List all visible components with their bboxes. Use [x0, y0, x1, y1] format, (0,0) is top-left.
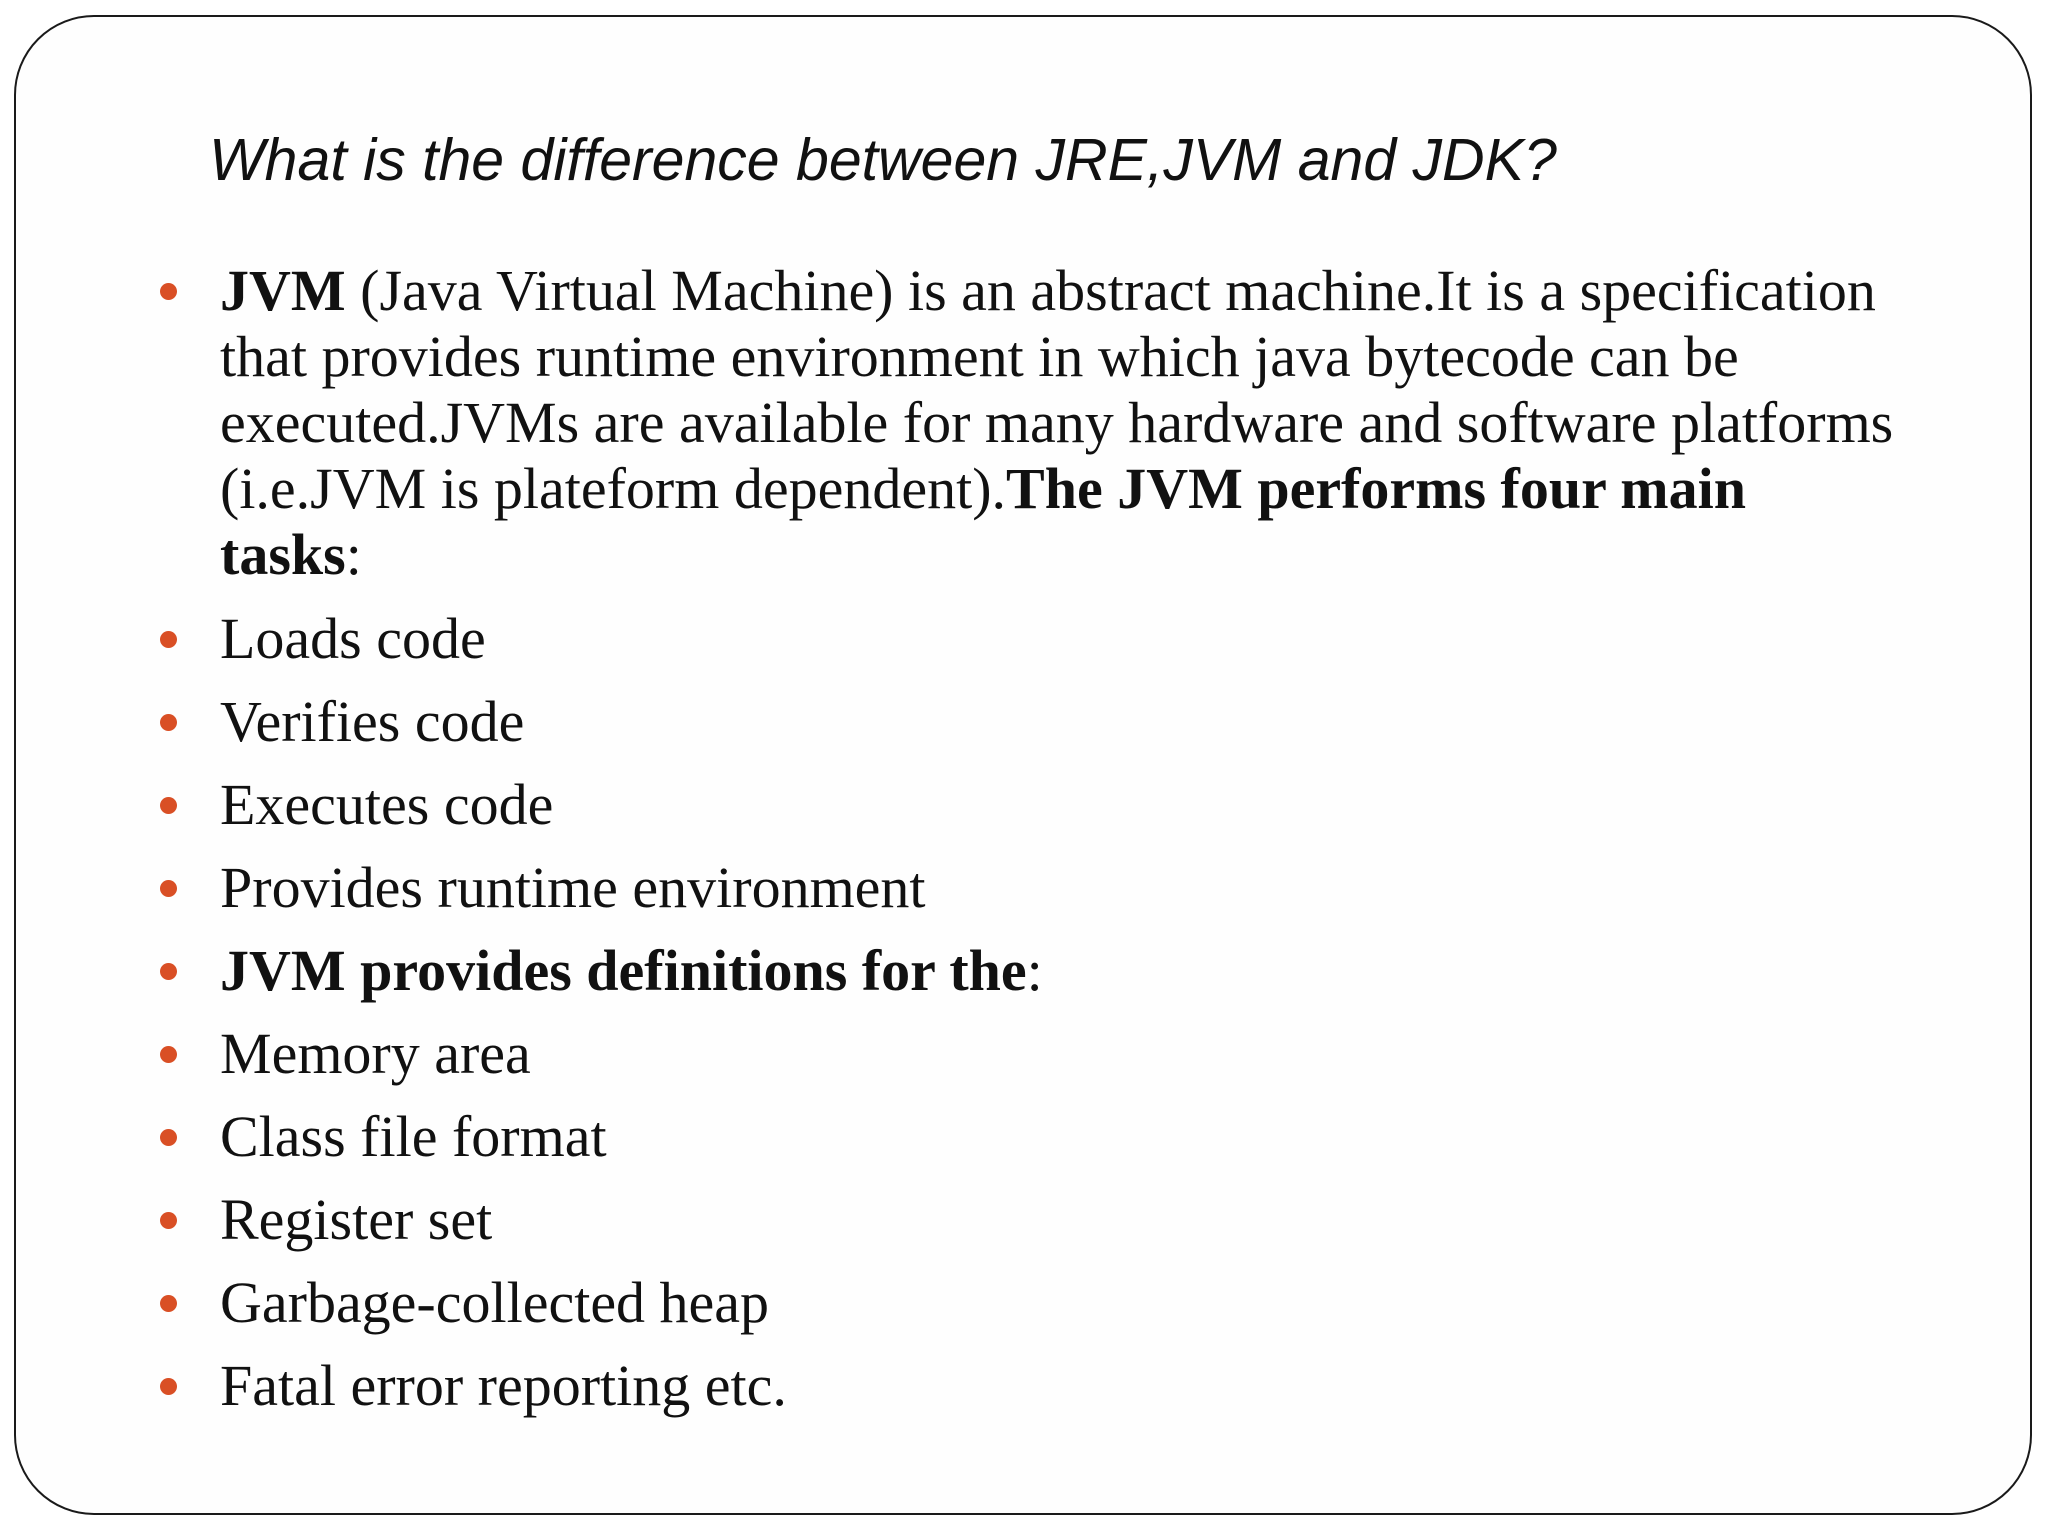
intro-line-1	[220, 258, 2048, 324]
definitions-heading-rest: :	[1026, 938, 1043, 1003]
bullet-dot-icon	[160, 1378, 177, 1395]
definition-label: Class file format	[220, 1104, 607, 1169]
bullet-dot-icon	[160, 631, 177, 648]
definition-label: Memory area	[220, 1021, 531, 1086]
bullet-dot-icon	[160, 963, 177, 980]
bullet-dot-icon	[160, 714, 177, 731]
definition-label: Garbage-collected heap	[220, 1270, 770, 1335]
definition-label: Register set	[220, 1187, 493, 1252]
intro-line-2: that provides runtime environment in which java bytecode can be	[220, 324, 1739, 389]
intro-line-3: executed.JVMs are available for many hardware and software platforms	[220, 390, 1894, 455]
bullet-dot-icon	[160, 797, 177, 814]
bullet-dot-icon	[160, 1129, 177, 1146]
jvm-intro-paragraph	[220, 258, 2048, 588]
intro-line-1-rest: (Java Virtual Machine) is an abstract machine.It is a specification	[345, 258, 1876, 323]
definitions-heading	[220, 938, 1043, 1004]
task-label: Provides runtime environment	[220, 855, 926, 920]
bullet-dot-icon	[160, 283, 177, 300]
task-label: Verifies code	[220, 689, 525, 754]
slide-title: What is the difference between JRE,JVM and JDK?	[209, 127, 1557, 193]
bullet-dot-icon	[160, 1212, 177, 1229]
task-label: Loads code	[220, 606, 486, 671]
intro-line-4-normal: (i.e.JVM is plateform dependent).	[220, 456, 1007, 521]
intro-line-4	[220, 456, 2048, 522]
intro-term: JVM	[220, 258, 346, 323]
bullet-dot-icon	[160, 880, 177, 897]
intro-line-5	[220, 522, 2048, 588]
definitions-heading-bold: JVM provides definitions for the	[220, 938, 1027, 1003]
intro-line-4-bold: The JVM performs four main	[1006, 456, 1746, 521]
bullet-dot-icon	[160, 1295, 177, 1312]
definition-label: Fatal error reporting etc.	[220, 1353, 787, 1418]
intro-line-5-bold: tasks	[220, 522, 346, 587]
bullet-dot-icon	[160, 1046, 177, 1063]
task-label: Executes code	[220, 772, 554, 837]
intro-line-5-rest: :	[345, 522, 362, 587]
